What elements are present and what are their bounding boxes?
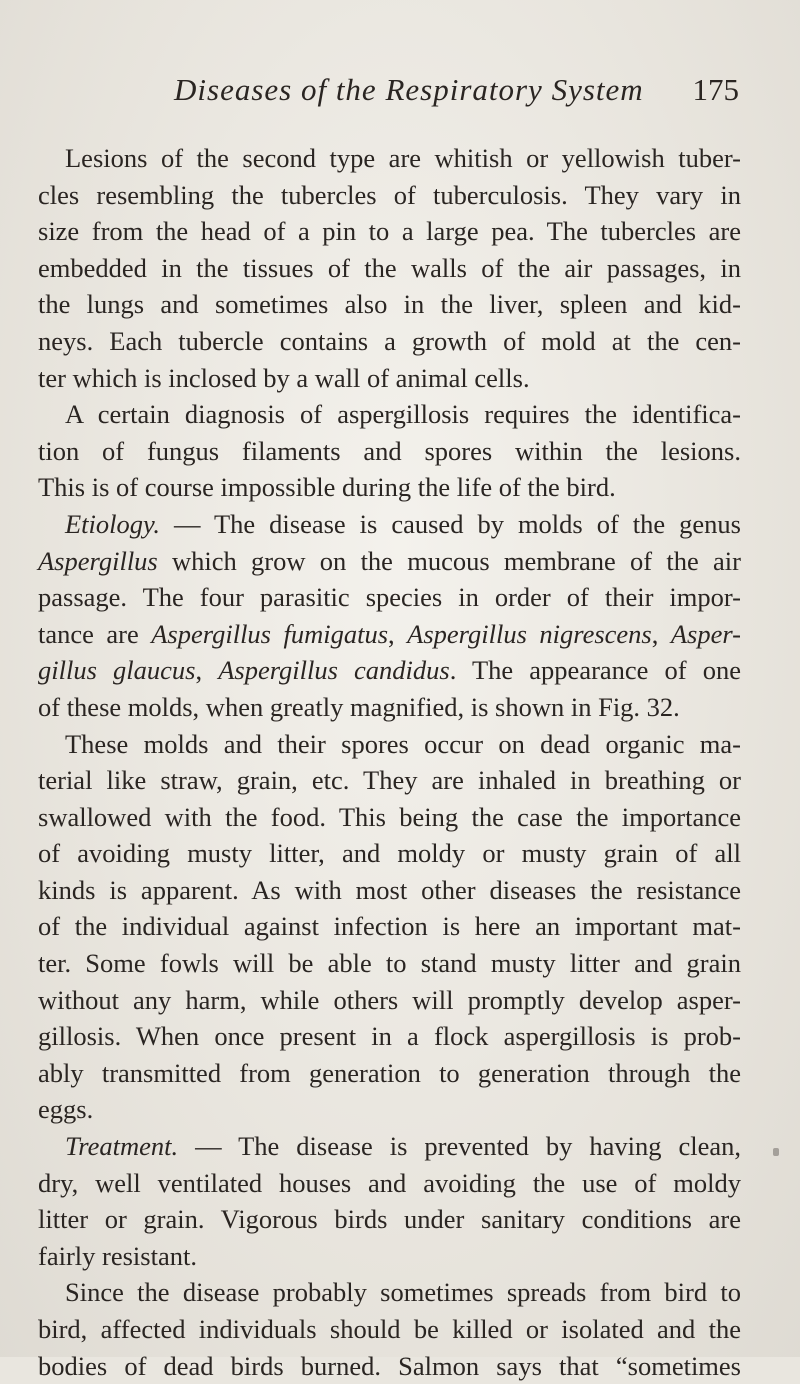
text-line: of the individual against infection is here an important mat- bbox=[38, 911, 741, 942]
text-line: size from the head of a pin to a large pea. The tubercles are bbox=[38, 216, 741, 247]
text-line: ter which is inclosed by a wall of animal cells. bbox=[38, 362, 530, 393]
text-line: Aspergillus which grow on the mucous membrane of the air bbox=[38, 545, 741, 576]
text-line: Lesions of the second type are whitish or yellowish tuber- bbox=[65, 143, 741, 173]
text-line: ably transmitted from generation to generation through the bbox=[38, 1057, 741, 1088]
text-line: of these molds, when greatly magnified, is shown in Fig. 32. bbox=[38, 691, 680, 722]
text-line: Treatment. — The disease is prevented by having clean, bbox=[65, 1131, 741, 1162]
text-line: without any harm, while others will promptly develop asper- bbox=[38, 984, 741, 1015]
text-line: bird, affected individuals should be killed or isolated and the bbox=[38, 1314, 741, 1344]
page-number: 175 bbox=[692, 72, 739, 107]
text-line: gillosis. When once present in a flock aspergillosis is prob- bbox=[38, 1021, 741, 1052]
text-line: Etiology. — The disease is caused by molds of the genus bbox=[65, 508, 741, 539]
text-line: neys. Each tubercle contains a growth of mold at the cen- bbox=[38, 325, 741, 356]
text-line: This is of course impossible during the life of the bird. bbox=[38, 472, 616, 503]
text-line: A certain diagnosis of aspergillosis requires the identifica- bbox=[65, 399, 741, 430]
text-line: ter. Some fowls will be able to stand musty litter and grain bbox=[38, 948, 741, 979]
text-line: litter or grain. Vigorous birds under sanitary conditions are bbox=[38, 1204, 741, 1235]
text-line: tion of fungus filaments and spores within the lesions. bbox=[38, 435, 741, 466]
text-line: gillus glaucus, Aspergillus candidus. The appearance of one bbox=[38, 655, 741, 686]
paper-speck bbox=[773, 1148, 779, 1156]
text-line: of avoiding musty litter, and moldy or musty grain of all bbox=[38, 838, 741, 869]
text-line: dry, well ventilated houses and avoiding the use of moldy bbox=[38, 1167, 741, 1198]
text-line: the lungs and sometimes also in the liver, spleen and kid- bbox=[38, 289, 741, 320]
body-text bbox=[38, 140, 741, 1384]
text-line: bodies of dead birds burned. Salmon says that “sometimes bbox=[38, 1350, 741, 1381]
text-line: kinds is apparent. As with most other diseases the resistance bbox=[38, 874, 741, 905]
text-line: passage. The four parasitic species in order of their impor- bbox=[38, 582, 741, 613]
text-line: swallowed with the food. This being the case the importance bbox=[38, 801, 741, 832]
text-line: cles resembling the tubercles of tuberculosis. They vary in bbox=[38, 179, 741, 210]
text-line: terial like straw, grain, etc. They are inhaled in breathing or bbox=[38, 765, 741, 796]
running-head bbox=[174, 72, 739, 118]
text-line: embedded in the tissues of the walls of the air passages, in bbox=[38, 252, 741, 283]
text-line: These molds and their spores occur on dead organic ma- bbox=[65, 728, 741, 759]
text-line: Since the disease probably sometimes spreads from bird to bbox=[65, 1277, 741, 1308]
running-head-title: Diseases of the Respiratory System bbox=[174, 72, 644, 107]
text-line: fairly resistant. bbox=[38, 1240, 197, 1271]
text-line: tance are Aspergillus fumigatus, Aspergillus nigrescens, Asper- bbox=[38, 618, 741, 649]
text-line: eggs. bbox=[38, 1094, 94, 1125]
